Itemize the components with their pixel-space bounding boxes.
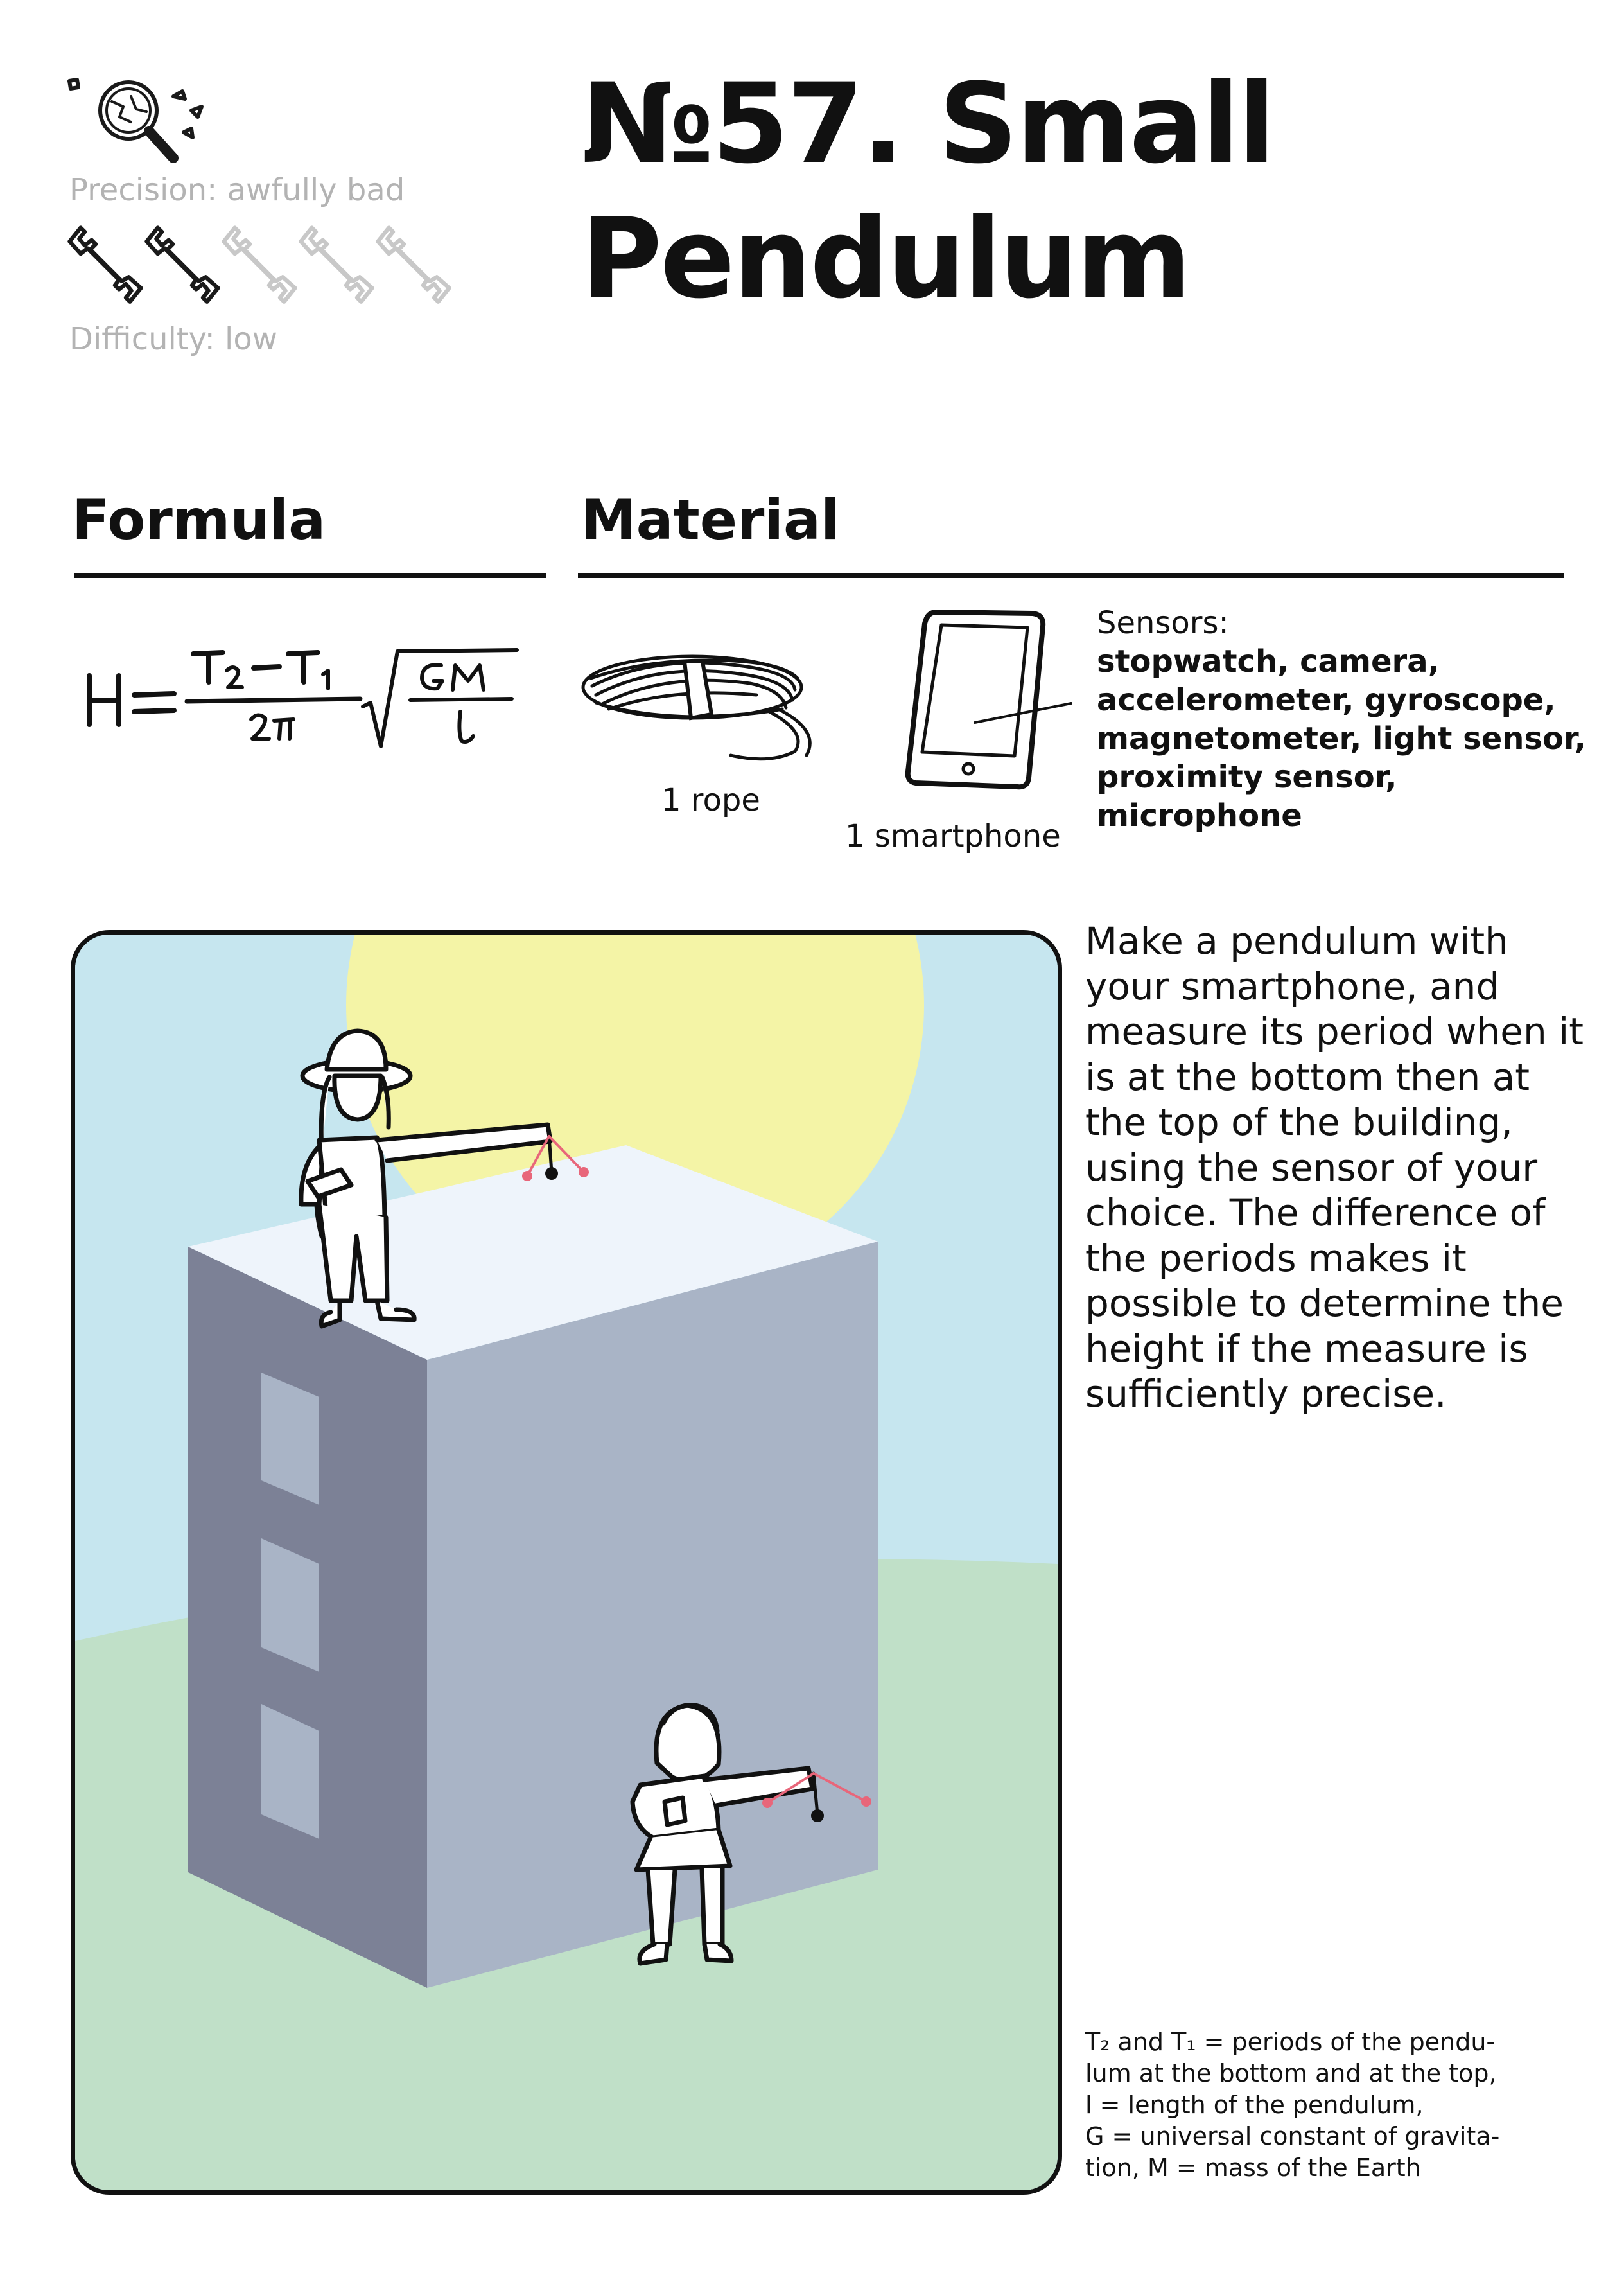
legend-line: l = length of the pendulum,: [1085, 2091, 1424, 2119]
sensors-list: stopwatch, camera, accelerometer, gyroscope, magnetometer, light sensor, proximity sensor, microphone: [1097, 644, 1586, 834]
difficulty-rating: [64, 222, 462, 312]
formula-legend: [1085, 2026, 1586, 2184]
legend-line: tion, M = mass of the Earth: [1085, 2154, 1421, 2182]
formula-rule: [74, 573, 546, 578]
material-heading: Material: [581, 488, 840, 552]
rope-label: 1 rope: [661, 782, 760, 818]
formula-drawing: [80, 636, 530, 764]
description-text: Make a pendulum with your smartphone, and measure its period when it is at the bottom then at the top of the building, using the sensor of your choice. The difference of the periods makes it possible to determine the height if the measure is sufficiently precise.: [1085, 919, 1584, 1416]
wrench-icon: [141, 222, 223, 304]
wrench-icon: [218, 222, 301, 304]
building-scene: [75, 935, 1058, 2190]
legend-line: T₂ and T₁ = periods of the pendu-: [1085, 2028, 1496, 2056]
wrench-icon: [64, 222, 146, 304]
precision-label: Precision: awfully bad: [69, 172, 405, 208]
material-rule: [578, 573, 1564, 578]
magnifier-broken-icon: [64, 71, 218, 173]
illustration-panel: [71, 930, 1062, 2195]
legend-line: G = universal constant of gravita-: [1085, 2122, 1500, 2150]
formula-heading: Formula: [72, 488, 326, 552]
legend-line: lum at the bottom and at the top,: [1085, 2059, 1497, 2087]
sensors-block: [1097, 604, 1598, 835]
title-line-1: №57. Small: [581, 59, 1274, 188]
smartphone-label: 1 smartphone: [845, 818, 1061, 854]
smartphone-icon: [904, 607, 1097, 793]
page-title: [581, 57, 1583, 326]
rope-icon: [577, 636, 846, 764]
sensors-heading: Sensors:: [1097, 605, 1229, 641]
wrench-icon: [295, 222, 378, 304]
difficulty-label: Difficulty: low: [69, 321, 277, 357]
description: [1085, 918, 1586, 1417]
title-line-2: Pendulum: [581, 194, 1190, 323]
wrench-icon: [372, 222, 455, 304]
